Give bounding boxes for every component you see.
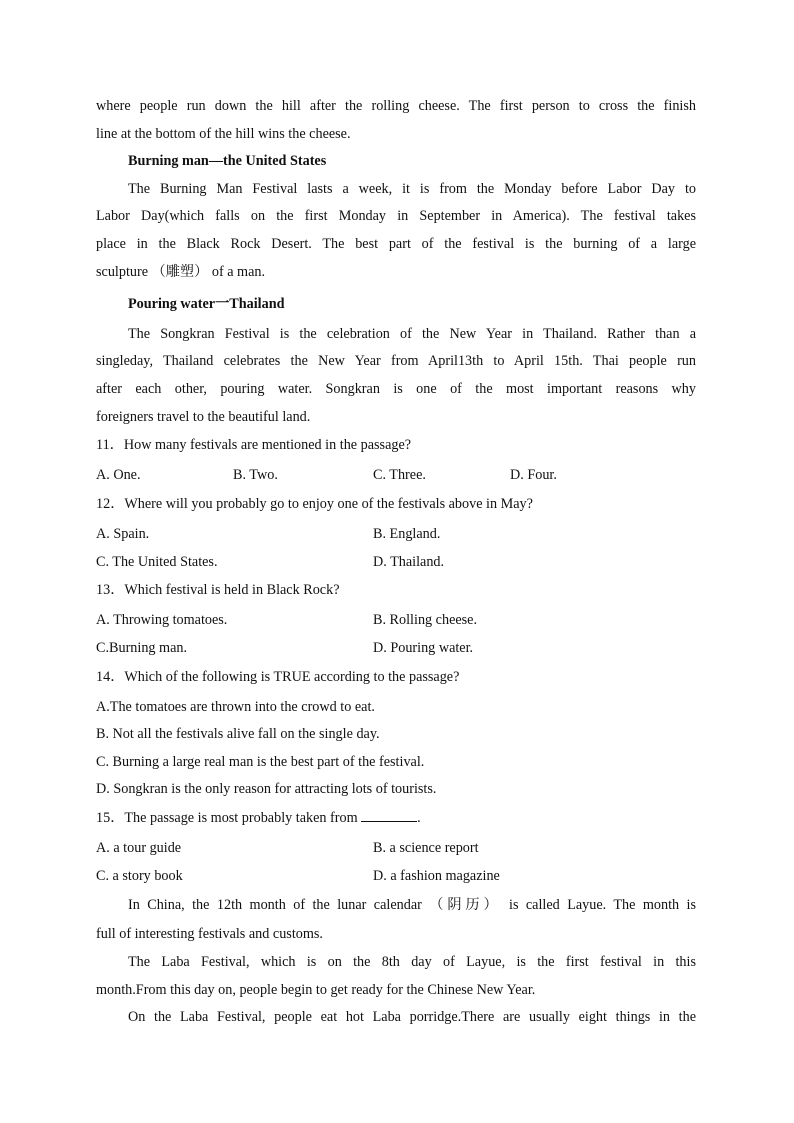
question-15-stem-text: 15．The passage is most probably taken from — [96, 810, 358, 826]
passage-line: singleday, Thailand celebrates the New Year from April13th to April 15th. Thai people run — [96, 353, 696, 369]
question-15-option-d: D. a fashion magazine — [373, 868, 500, 884]
question-15-option-b: B. a science report — [373, 840, 479, 856]
passage-line: The Burning Man Festival lasts a week, it is from the Monday before Labor Day to — [128, 181, 696, 197]
passage-line: Labor Day(which falls on the first Monday in September in America). The festival takes — [96, 208, 696, 224]
question-13-stem: 13．Which festival is held in Black Rock? — [96, 582, 340, 598]
question-14-option-b: B. Not all the festivals alive fall on the single day. — [96, 726, 380, 742]
passage-line: where people run down the hill after the rolling cheese. The first person to cross the finish — [96, 98, 696, 114]
section-heading-burning-man: Burning man—the United States — [128, 153, 327, 169]
passage-line: month.From this day on, people begin to get ready for the Chinese New Year. — [96, 982, 536, 998]
question-13-option-d: D. Pouring water. — [373, 640, 474, 656]
question-13-option-c: C.Burning man. — [96, 640, 188, 656]
passage-line: sculpture （雕塑） of a man. — [96, 264, 266, 280]
question-11-option-c: C. Three. — [373, 467, 426, 483]
passage-line: place in the Black Rock Desert. The best part of the festival is the burning of a large — [96, 236, 696, 252]
question-14-option-a: A.The tomatoes are thrown into the crowd to eat. — [96, 699, 375, 715]
question-12-option-a: A. Spain. — [96, 526, 150, 542]
question-15-option-a: A. a tour guide — [96, 840, 182, 856]
question-15-option-c: C. a story book — [96, 868, 183, 884]
question-13-option-a: A. Throwing tomatoes. — [96, 612, 228, 628]
question-12-option-b: B. England. — [373, 526, 441, 542]
question-13-option-b: B. Rolling cheese. — [373, 612, 478, 628]
section-heading-pouring-water: Pouring water一Thailand — [128, 296, 285, 312]
passage-line: after each other, pouring water. Songkran is one of the most important reasons why — [96, 381, 696, 397]
answer-blank — [361, 809, 417, 822]
question-14-stem: 14．Which of the following is TRUE according to the passage? — [96, 669, 460, 685]
passage-line: foreigners travel to the beautiful land. — [96, 409, 311, 425]
question-11-option-a: A. One. — [96, 467, 141, 483]
question-12-option-c: C. The United States. — [96, 554, 218, 570]
question-14-option-c: C. Burning a large real man is the best part of the festival. — [96, 754, 425, 770]
passage-line: line at the bottom of the hill wins the cheese. — [96, 126, 351, 142]
question-12-option-d: D. Thailand. — [373, 554, 445, 570]
question-14-option-d: D. Songkran is the only reason for attracting lots of tourists. — [96, 781, 437, 797]
question-11-option-d: D. Four. — [510, 467, 557, 483]
passage-line: In China, the 12th month of the lunar calendar （阴历） is called Layue. The month is — [128, 897, 696, 913]
question-15-stem-end: . — [417, 810, 421, 826]
question-12-stem: 12．Where will you probably go to enjoy one of the festivals above in May? — [96, 496, 533, 512]
question-11-option-b: B. Two. — [233, 467, 278, 483]
question-15-stem — [96, 808, 696, 828]
passage-line: The Songkran Festival is the celebration of the New Year in Thailand. Rather than a — [128, 326, 696, 342]
passage-line: The Laba Festival, which is on the 8th day of Layue, is the first festival in this — [128, 954, 696, 970]
question-11-stem: 11．How many festivals are mentioned in the passage? — [96, 437, 412, 453]
passage-line: On the Laba Festival, people eat hot Laba porridge.There are usually eight things in the — [128, 1009, 696, 1025]
passage-line: full of interesting festivals and customs. — [96, 926, 323, 942]
